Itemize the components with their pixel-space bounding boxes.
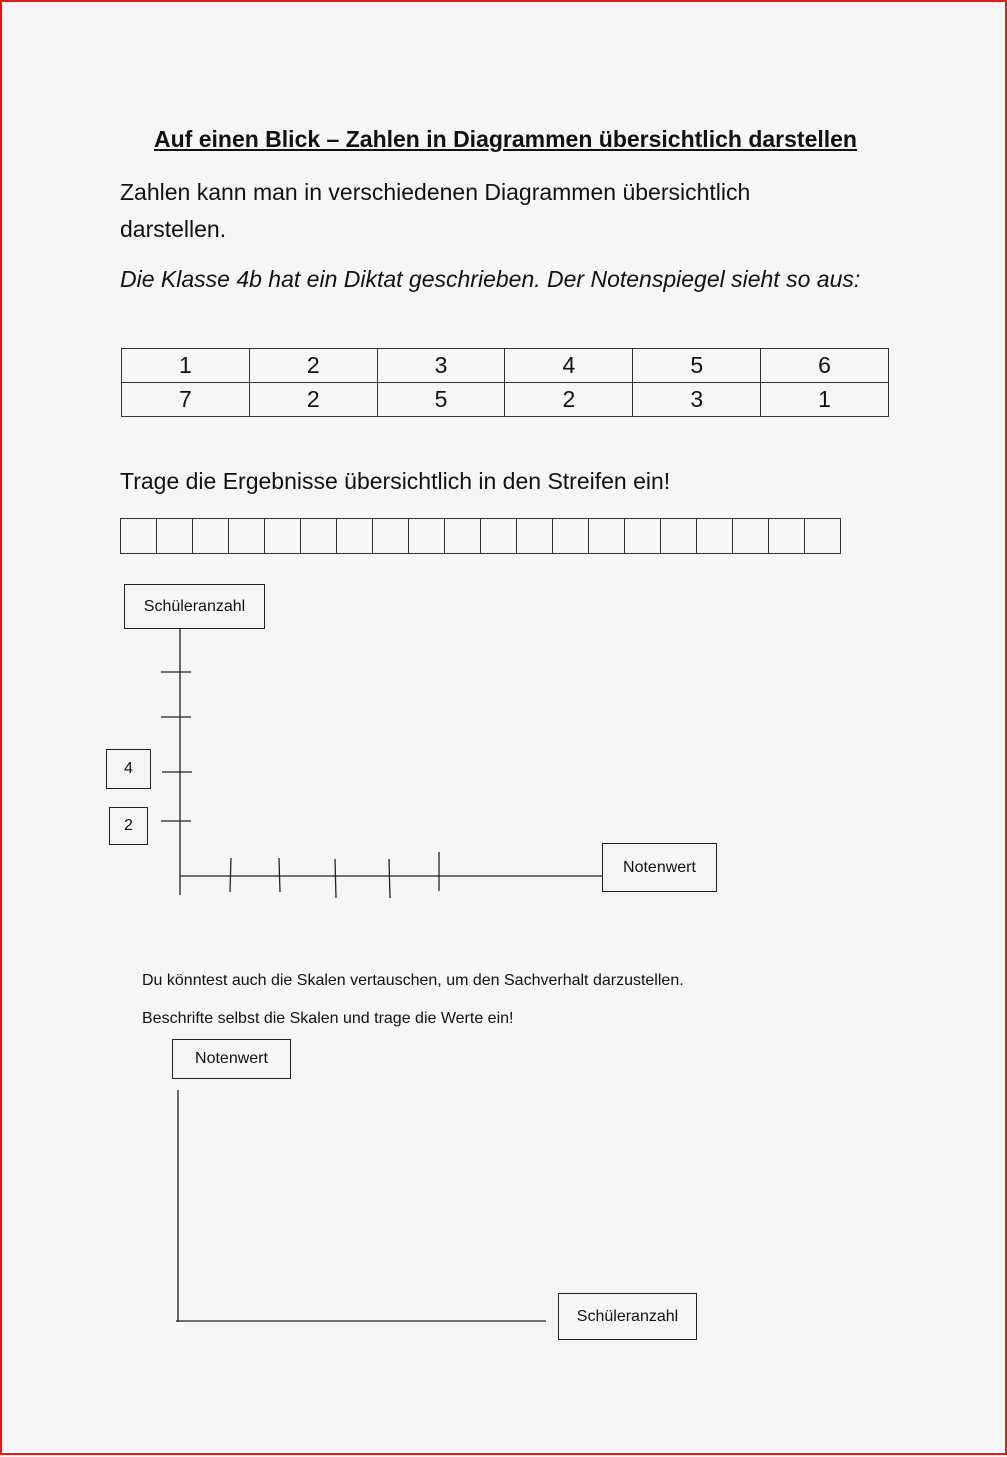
- strip-cell[interactable]: [552, 518, 589, 554]
- grade-row: [122, 349, 889, 383]
- strip-cell[interactable]: [408, 518, 445, 554]
- strip-cell[interactable]: [336, 518, 373, 554]
- strip-cell[interactable]: [192, 518, 229, 554]
- strip-cell[interactable]: [516, 518, 553, 554]
- grade-table: [121, 348, 889, 417]
- grade-cell: 6: [761, 349, 889, 383]
- chart1-y-axis-label: Schüleranzahl: [124, 584, 265, 629]
- chart1-y-tick-label: 2: [109, 807, 148, 845]
- strip-cell[interactable]: [444, 518, 481, 554]
- chart2-x-axis-label: Schüleranzahl: [558, 1293, 697, 1340]
- strip-cell[interactable]: [804, 518, 841, 554]
- strip-cell[interactable]: [588, 518, 625, 554]
- chart1-x-tick: [335, 859, 336, 898]
- strip-cell[interactable]: [696, 518, 733, 554]
- chart1-x-tick: [389, 859, 390, 898]
- grade-cell: 3: [377, 349, 505, 383]
- chart1-x-tick: [230, 858, 231, 892]
- strip-cell[interactable]: [264, 518, 301, 554]
- strip-cell[interactable]: [120, 518, 157, 554]
- count-cell: 5: [377, 383, 505, 417]
- chart2-y-axis-label: Notenwert: [172, 1039, 291, 1079]
- instruction-text: Trage die Ergebnisse übersichtlich in den Streifen ein!: [120, 468, 671, 494]
- count-cell: 3: [633, 383, 761, 417]
- intro-text: Zahlen kann man in verschiedenen Diagrammen übersichtlich darstellen.: [120, 179, 751, 242]
- count-cell: 2: [505, 383, 633, 417]
- worksheet-title: Auf einen Blick – Zahlen in Diagrammen übersichtlich darstellen: [154, 126, 857, 152]
- strip-cell[interactable]: [480, 518, 517, 554]
- grade-cell: 1: [122, 349, 250, 383]
- strip-cell[interactable]: [660, 518, 697, 554]
- chart1-y-tick-label: 4: [106, 749, 151, 789]
- strip-cell[interactable]: [228, 518, 265, 554]
- count-cell: 1: [761, 383, 889, 417]
- count-row: [122, 383, 889, 417]
- chart1-x-axis-label: Notenwert: [602, 843, 717, 892]
- chart1-x-tick: [279, 858, 280, 892]
- note-swap-scales: Du könntest auch die Skalen vertauschen, um den Sachverhalt darzustellen.: [142, 972, 684, 989]
- strip-cell[interactable]: [768, 518, 805, 554]
- grade-cell: 5: [633, 349, 761, 383]
- strip-cell[interactable]: [156, 518, 193, 554]
- strip-cell[interactable]: [300, 518, 337, 554]
- grade-cell: 4: [505, 349, 633, 383]
- strip-cell[interactable]: [372, 518, 409, 554]
- count-cell: 7: [122, 383, 250, 417]
- note-label-scales: Beschrifte selbst die Skalen und trage die Werte ein!: [142, 1010, 514, 1027]
- grade-cell: 2: [249, 349, 377, 383]
- strip-cell[interactable]: [624, 518, 661, 554]
- count-cell: 2: [249, 383, 377, 417]
- strip-cell[interactable]: [732, 518, 769, 554]
- task-text: Die Klasse 4b hat ein Diktat geschrieben. Der Notenspiegel sieht so aus:: [120, 266, 861, 292]
- fill-in-strip: [121, 518, 841, 554]
